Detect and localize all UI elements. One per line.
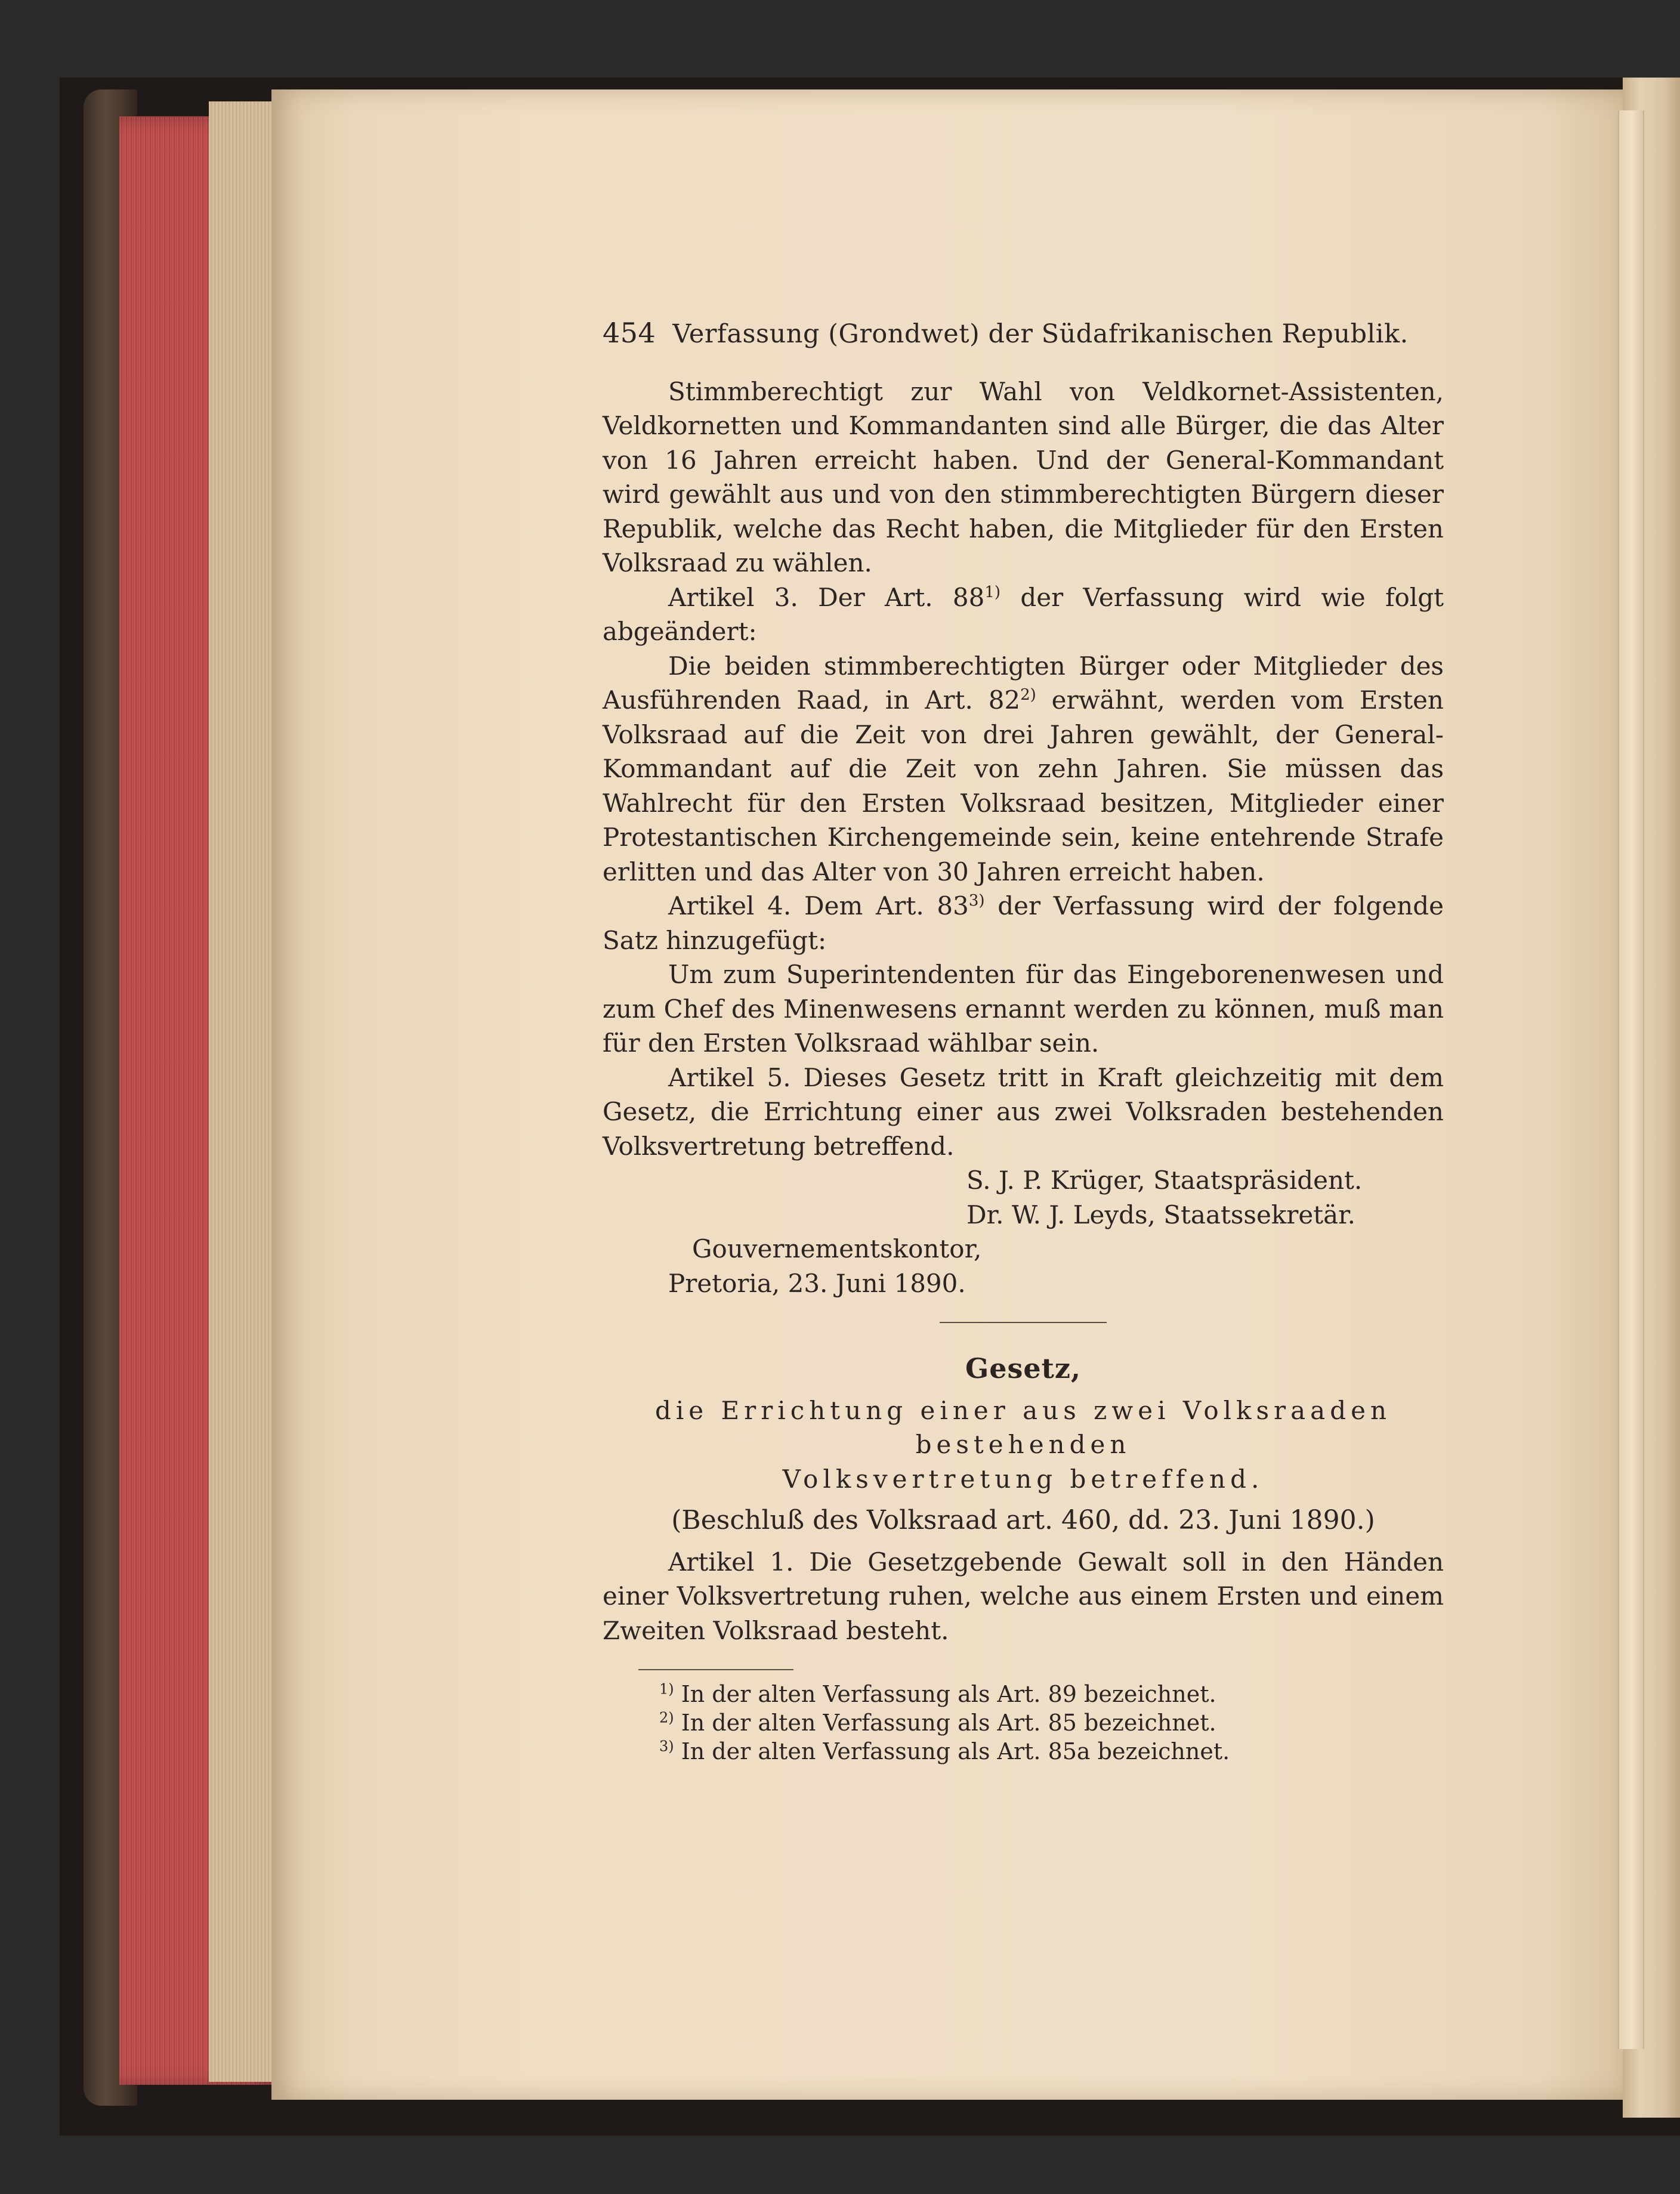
footnote-mark: 2) [659,1709,674,1726]
law-subtitle-line2: Volksvertretung betreffend. [782,1464,1264,1494]
law-decree: (Beschluß des Volksraad art. 460, dd. 23. Juni 1890.) [671,1505,1375,1535]
page-text-block [603,316,1444,1766]
footnote-ref: 3) [968,892,985,910]
paragraph-text: erwähnt, werden vom Ersten Volksraad auf die Zeit von drei Jahren gewählt, der General-Kommandant auf die Zeit von zehn Jahren. Sie müssen das Wahlrecht für den Ersten Volksraad besitzen, Mitglieder einer Protestantischen Kirchengemeinde sein, keine entehrende Strafe erlitten und das Alter von 30 Jahren erreicht haben. [603,685,1444,886]
footnote-mark: 1) [659,1680,674,1698]
place-office: Gouvernementskontor, [692,1234,982,1263]
bookmark-strip [1618,110,1644,2049]
running-title: Verfassung (Grondwet) der Südafrikanischen Republik. [672,319,1409,349]
footnote-3 [659,1737,1444,1766]
paragraph-artikel-4 [603,889,1444,957]
book-page-edges-light [209,101,274,2082]
place-date: Pretoria, 23. Juni 1890. [668,1268,966,1298]
law-subtitle-line1: die Errichtung einer aus zwei Volksraaden bestehenden [654,1395,1392,1459]
paragraph-text: der Verfassung wird der folgende Satz hinzugefügt: [603,891,1444,955]
footnote-1 [659,1680,1444,1708]
signature-krueger: S. J. P. Krüger, Staatspräsident. [966,1166,1363,1195]
running-header [603,316,1444,352]
footnote-text: In der alten Verfassung als Art. 85a bezeichnet. [674,1738,1230,1765]
footnote-2 [659,1708,1444,1737]
signature-leyds: Dr. W. J. Leyds, Staatssekretär. [966,1200,1355,1229]
footnote-ref: 2) [1020,686,1036,704]
footnote-ref: 1) [984,583,1001,601]
footnote-text: In der alten Verfassung als Art. 89 bezeichnet. [674,1681,1216,1707]
paragraph-artikel-5: Artikel 5. Dieses Gesetz tritt in Kraft gleichzeitig mit dem Gesetz, die Errichtung einer aus zwei Volksraden bestehenden Volksvertretung betreffend. [603,1062,1444,1161]
paragraph-artikel-3 [603,580,1444,649]
paragraph-stimmberechtigt: Stimmberechtigt zur Wahl von Veldkornet-Assistenten, Veldkornetten und Kommandanten sind alle Bürger, die das Alter von 16 Jahren erreicht haben. Und der General-Kommandant wird gewählt aus und von den stimmberechtigten Bürgern dieser Republik, welche das Recht haben, die Mitglieder für den Ersten Volksraad zu wählen. [603,376,1444,577]
paragraph-text: Artikel 4. Dem Art. 83 [668,891,969,920]
page-number: 454 [603,317,656,349]
paragraph-text: der Verfassung wird wie folgt abgeändert: [603,582,1444,646]
paragraph-text: Artikel 3. Der Art. 88 [668,582,985,612]
footnote-mark: 3) [659,1738,674,1755]
paragraph-beiden-buerger [603,649,1444,889]
law-title: Gesetz, [965,1352,1082,1385]
paragraph-text: Die beiden stimmberechtigten Bürger oder Mitglieder des Ausführenden Raad, in Art. 82 [603,651,1444,715]
footnote-text: In der alten Verfassung als Art. 85 bezeichnet. [674,1710,1216,1736]
footnotes [603,1680,1444,1766]
paragraph-superintendenten: Um zum Superintendenten für das Eingeborenenwesen und zum Chef des Minenwesens ernannt werden zu können, muß man für den Ersten Volksraad wählbar sein. [603,960,1444,1058]
section-divider [940,1322,1107,1323]
paragraph-law-artikel-1: Artikel 1. Die Gesetzgebende Gewalt soll in den Händen einer Volksvertretung ruhen, welche aus einem Ersten und einem Zweiten Volksraad besteht. [603,1547,1444,1645]
footnote-divider [638,1669,793,1670]
